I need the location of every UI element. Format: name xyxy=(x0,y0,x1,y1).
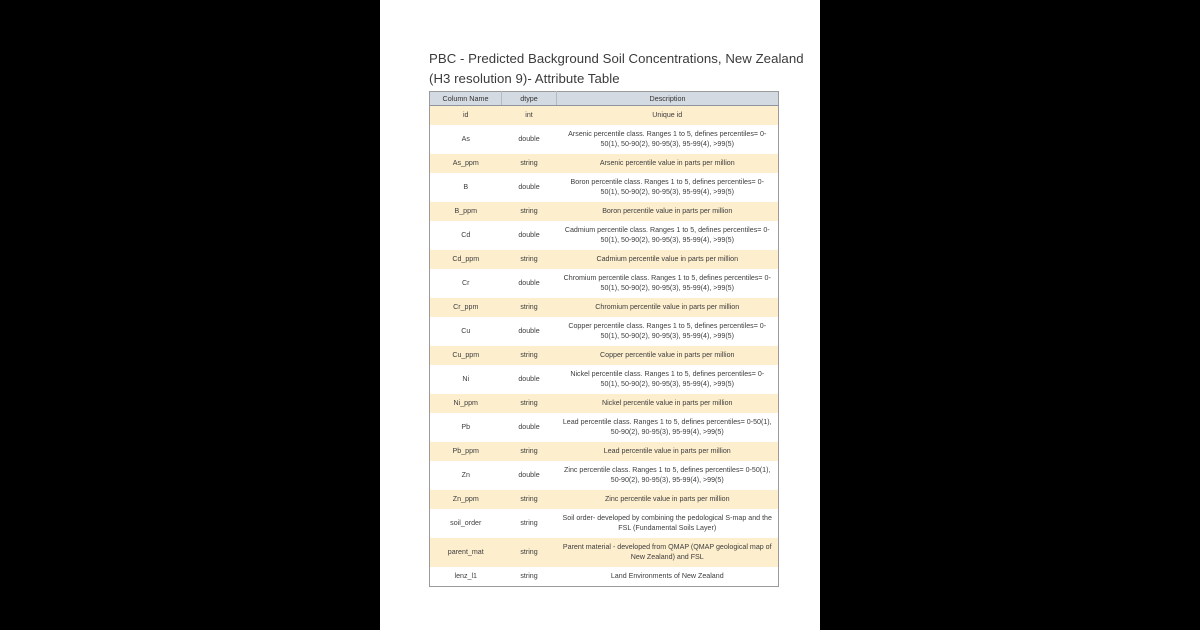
cell-dtype: double xyxy=(518,422,540,431)
cell-description: Arsenic percentile class. Ranges 1 to 5, defines percentiles= 0-50(1), 50-90(2), 90-95(3), 95-99(4), >99(5) xyxy=(568,130,767,148)
table-row xyxy=(430,154,779,173)
cell-column-name: Cr xyxy=(462,278,470,287)
cell-column-name: lenz_l1 xyxy=(454,571,477,580)
cell-dtype: double xyxy=(518,470,540,479)
cell-dtype: double xyxy=(518,326,540,335)
cell-dtype: string xyxy=(520,571,538,580)
cell-dtype: double xyxy=(518,230,540,239)
header-column-name: Column Name xyxy=(430,92,502,106)
cell-description: Boron percentile class. Ranges 1 to 5, defines percentiles= 0-50(1), 50-90(2), 90-95(3), 95-99(4), >99(5) xyxy=(570,178,764,196)
cell-dtype: string xyxy=(520,206,538,215)
cell-column-name: soil_order xyxy=(450,518,482,527)
cell-dtype: int xyxy=(525,110,533,119)
cell-description: Lead percentile class. Ranges 1 to 5, defines percentiles= 0-50(1), 50-90(2), 90-95(3), 95-99(4), >99(5) xyxy=(562,418,772,436)
cell-description: Soil order- developed by combining the pedological S-map and the FSL (Fundamental Soils Layer) xyxy=(562,514,772,532)
table-body xyxy=(430,106,779,587)
cell-column-name: As xyxy=(461,134,470,143)
table-row xyxy=(430,106,779,126)
cell-description: Zinc percentile class. Ranges 1 to 5, defines percentiles= 0-50(1), 50-90(2), 90-95(3), 95-99(4), >99(5) xyxy=(564,466,771,484)
table-row xyxy=(430,250,779,269)
table-row xyxy=(430,538,779,567)
cell-dtype: double xyxy=(518,278,540,287)
cell-column-name: Cu xyxy=(461,326,471,335)
cell-column-name: Pb xyxy=(461,422,471,431)
cell-description: Unique id xyxy=(652,110,683,119)
cell-column-name: B xyxy=(463,182,469,191)
cell-column-name: B_ppm xyxy=(454,206,477,215)
cell-column-name: Ni_ppm xyxy=(453,398,478,407)
cell-description: Parent material - developed from QMAP (QMAP geological map of New Zealand) and FSL xyxy=(562,543,772,561)
table-row xyxy=(430,317,779,346)
cell-dtype: string xyxy=(520,350,538,359)
table-row xyxy=(430,221,779,250)
table-row xyxy=(430,125,779,154)
header-description: Description xyxy=(557,92,779,106)
cell-dtype: double xyxy=(518,182,540,191)
cell-description: Nickel percentile class. Ranges 1 to 5, defines percentiles= 0-50(1), 50-90(2), 90-95(3), 95-99(4), >99(5) xyxy=(570,370,765,388)
table-row xyxy=(430,509,779,538)
table-header xyxy=(430,92,779,106)
cell-column-name: Cu_ppm xyxy=(452,350,480,359)
table-header-row xyxy=(430,92,779,106)
attribute-table xyxy=(429,91,779,587)
header-dtype: dtype xyxy=(502,92,557,106)
page-title-line-2: (H3 resolution 9)- Attribute Table xyxy=(429,71,620,86)
table-row xyxy=(430,461,779,490)
table-row xyxy=(430,413,779,442)
cell-dtype: string xyxy=(520,518,538,527)
cell-column-name: Cd_ppm xyxy=(452,254,480,263)
table-row xyxy=(430,567,779,587)
cell-dtype: string xyxy=(520,302,538,311)
cell-description: Chromium percentile class. Ranges 1 to 5, defines percentiles= 0-50(1), 50-90(2), 90-95(3), 95-99(4), >99(5) xyxy=(563,274,771,292)
page-title-line-1: PBC - Predicted Background Soil Concentrations, New Zealand xyxy=(429,51,804,66)
cell-description: Copper percentile value in parts per million xyxy=(600,350,735,359)
cell-column-name: Ni xyxy=(462,374,470,383)
cell-description: Zinc percentile value in parts per million xyxy=(604,494,730,503)
cell-dtype: string xyxy=(520,446,538,455)
cell-description: Chromium percentile value in parts per million xyxy=(595,302,740,311)
cell-column-name: Cd xyxy=(461,230,471,239)
cell-column-name: As_ppm xyxy=(452,158,479,167)
table-row xyxy=(430,173,779,202)
cell-description: Copper percentile class. Ranges 1 to 5, defines percentiles= 0-50(1), 50-90(2), 90-95(3), 95-99(4), >99(5) xyxy=(568,322,767,340)
cell-dtype: string xyxy=(520,547,538,556)
table-row xyxy=(430,365,779,394)
cell-column-name: Pb_ppm xyxy=(452,446,479,455)
cell-description: Land Environments of New Zealand xyxy=(610,571,724,580)
cell-dtype: string xyxy=(520,254,538,263)
cell-description: Boron percentile value in parts per million xyxy=(602,206,733,215)
cell-column-name: id xyxy=(462,110,469,119)
cell-dtype: string xyxy=(520,494,538,503)
table-row xyxy=(430,298,779,317)
cell-column-name: Zn_ppm xyxy=(452,494,479,503)
cell-description: Nickel percentile value in parts per million xyxy=(601,398,733,407)
cell-description: Cadmium percentile value in parts per million xyxy=(596,254,739,263)
table-row xyxy=(430,202,779,221)
cell-dtype: string xyxy=(520,158,538,167)
cell-dtype: double xyxy=(518,374,540,383)
table-row xyxy=(430,269,779,298)
document-page xyxy=(380,0,820,630)
cell-description: Lead percentile value in parts per million xyxy=(603,446,731,455)
table-row xyxy=(430,394,779,413)
cell-column-name: Zn xyxy=(461,470,470,479)
cell-column-name: parent_mat xyxy=(447,547,484,556)
cell-description: Cadmium percentile class. Ranges 1 to 5, defines percentiles= 0-50(1), 50-90(2), 90-95(3), 95-99(4), >99(5) xyxy=(564,226,770,244)
page-title xyxy=(429,49,804,89)
table-row xyxy=(430,442,779,461)
table-row xyxy=(430,490,779,509)
cell-description: Arsenic percentile value in parts per million xyxy=(599,158,735,167)
table-row xyxy=(430,346,779,365)
cell-dtype: double xyxy=(518,134,540,143)
cell-column-name: Cr_ppm xyxy=(453,302,479,311)
cell-dtype: string xyxy=(520,398,538,407)
